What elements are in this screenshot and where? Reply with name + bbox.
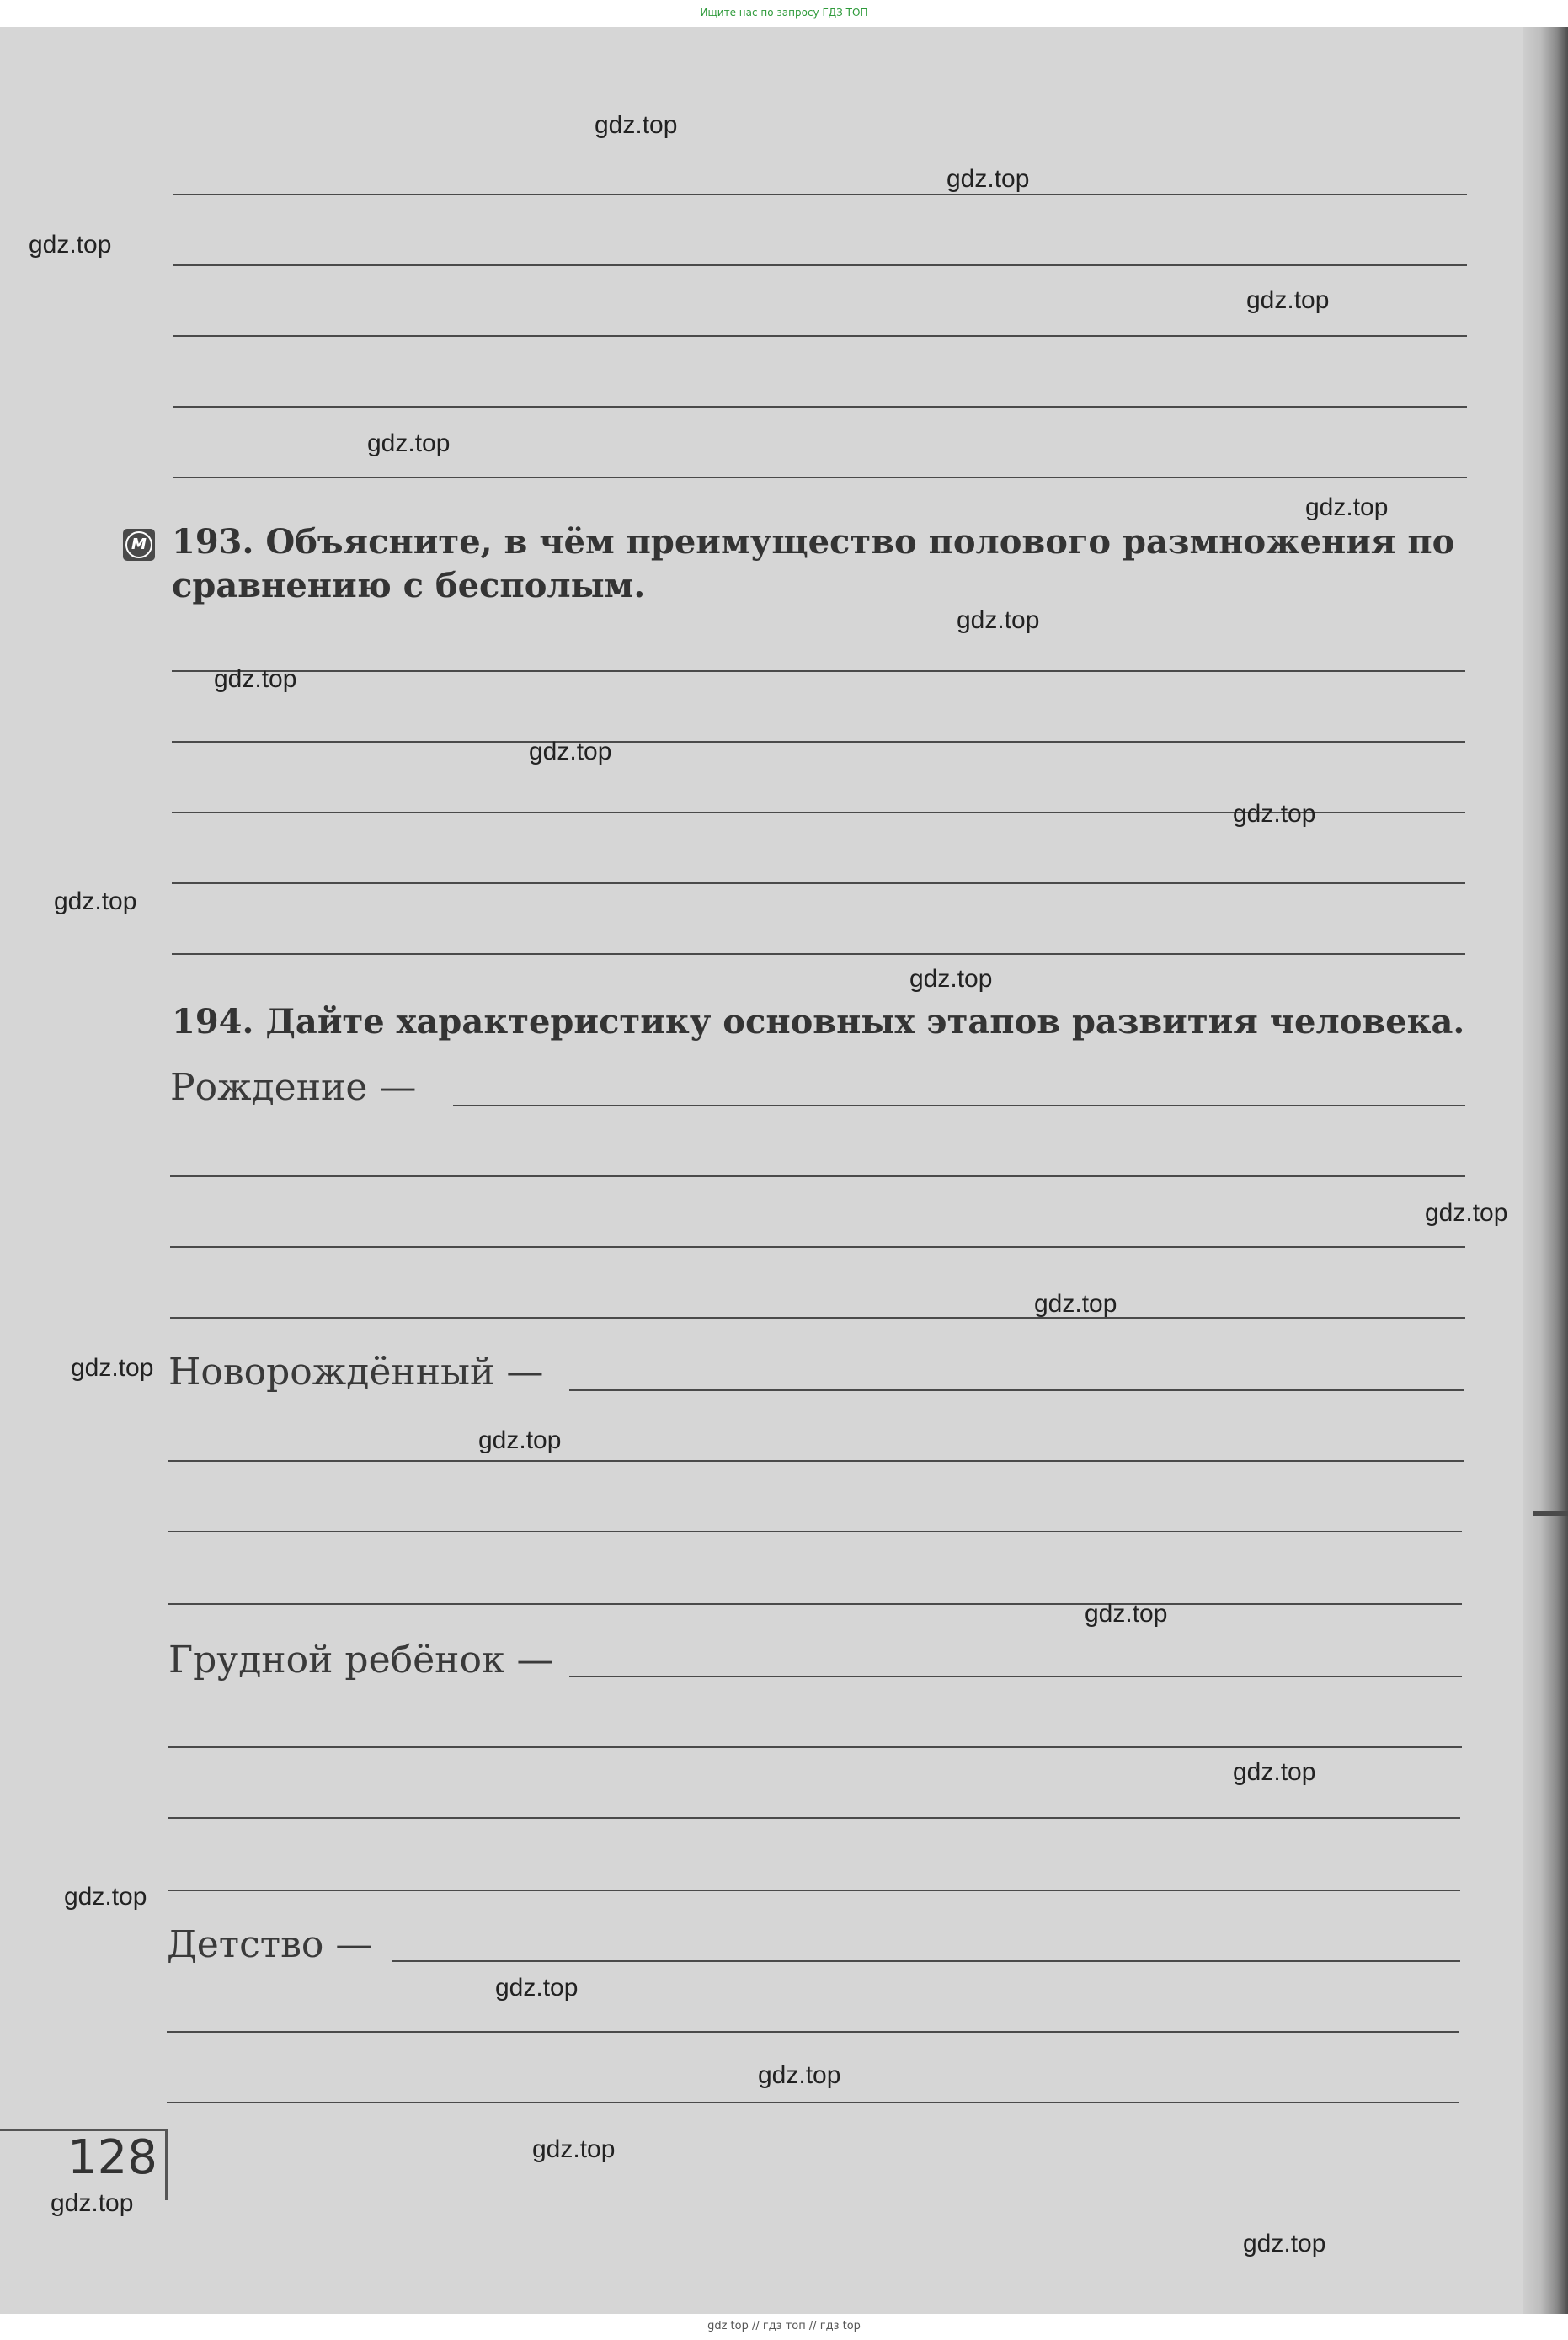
answer-line	[173, 335, 1467, 337]
watermark: gdz.top	[1034, 1290, 1117, 1318]
stage-label-newborn: Новорождённый —	[168, 1351, 544, 1394]
watermark: gdz.top	[495, 1974, 579, 2002]
answer-line	[453, 1105, 1465, 1106]
answer-line	[172, 882, 1465, 884]
top-banner: Ищите нас по запросу ГДЗ ТОП	[0, 0, 1568, 27]
stage-label-birth: Рождение —	[170, 1066, 417, 1109]
stage-label-infant: Грудной ребёнок —	[168, 1639, 554, 1682]
answer-line	[168, 1817, 1460, 1819]
bottom-banner: gdz top // гдз топ // гдз top	[0, 2314, 1568, 2340]
watermark: gdz.top	[64, 1883, 147, 1911]
answer-line	[173, 264, 1467, 266]
task-193: 193. Объясните, в чём преимущество полового размножения по сравнению с бесполым.	[172, 522, 1455, 605]
answer-line	[168, 1531, 1462, 1532]
watermark: gdz.top	[1246, 286, 1330, 314]
answer-line	[170, 1246, 1465, 1248]
watermark: gdz.top	[51, 2189, 134, 2217]
marker-letter: М	[125, 531, 152, 558]
watermark: gdz.top	[29, 231, 112, 259]
watermark: gdz.top	[214, 665, 297, 693]
page-number: 128	[67, 2130, 157, 2185]
method-marker-icon	[123, 529, 155, 561]
watermark: gdz.top	[478, 1426, 562, 1454]
watermark: gdz.top	[71, 1354, 154, 1382]
answer-line	[173, 477, 1467, 478]
answer-line	[168, 1890, 1460, 1891]
watermark: gdz.top	[1425, 1199, 1508, 1227]
page-edge	[1523, 27, 1568, 2314]
watermark: gdz.top	[957, 606, 1040, 634]
answer-line	[168, 1603, 1462, 1605]
page-edge-mark	[1533, 1511, 1568, 1516]
answer-line	[170, 1175, 1465, 1177]
watermark: gdz.top	[1085, 1600, 1168, 1628]
watermark: gdz.top	[1243, 2230, 1326, 2257]
watermark: gdz.top	[1305, 493, 1389, 521]
answer-line	[167, 2031, 1459, 2033]
answer-line	[172, 670, 1465, 672]
watermark: gdz.top	[595, 111, 678, 139]
watermark: gdz.top	[1233, 800, 1316, 828]
answer-line	[569, 1676, 1462, 1677]
task-194: 194. Дайте характеристику основных этапов развития человека.	[172, 1002, 1465, 1042]
answer-line	[569, 1389, 1464, 1391]
watermark: gdz.top	[1233, 1758, 1316, 1786]
watermark: gdz.top	[532, 2135, 616, 2163]
watermark: gdz.top	[758, 2061, 841, 2089]
answer-line	[167, 2102, 1459, 2103]
stage-label-childhood: Детство —	[167, 1923, 373, 1966]
answer-line	[173, 406, 1467, 408]
watermark: gdz.top	[529, 738, 612, 765]
answer-line	[173, 194, 1467, 195]
answer-line	[392, 1960, 1460, 1962]
watermark: gdz.top	[909, 965, 993, 993]
answer-line	[172, 741, 1465, 743]
answer-line	[170, 1317, 1465, 1319]
watermark: gdz.top	[367, 429, 451, 457]
watermark: gdz.top	[54, 887, 137, 915]
answer-line	[168, 1460, 1464, 1462]
answer-line	[172, 953, 1465, 955]
answer-line	[168, 1746, 1462, 1748]
watermark: gdz.top	[947, 165, 1030, 193]
